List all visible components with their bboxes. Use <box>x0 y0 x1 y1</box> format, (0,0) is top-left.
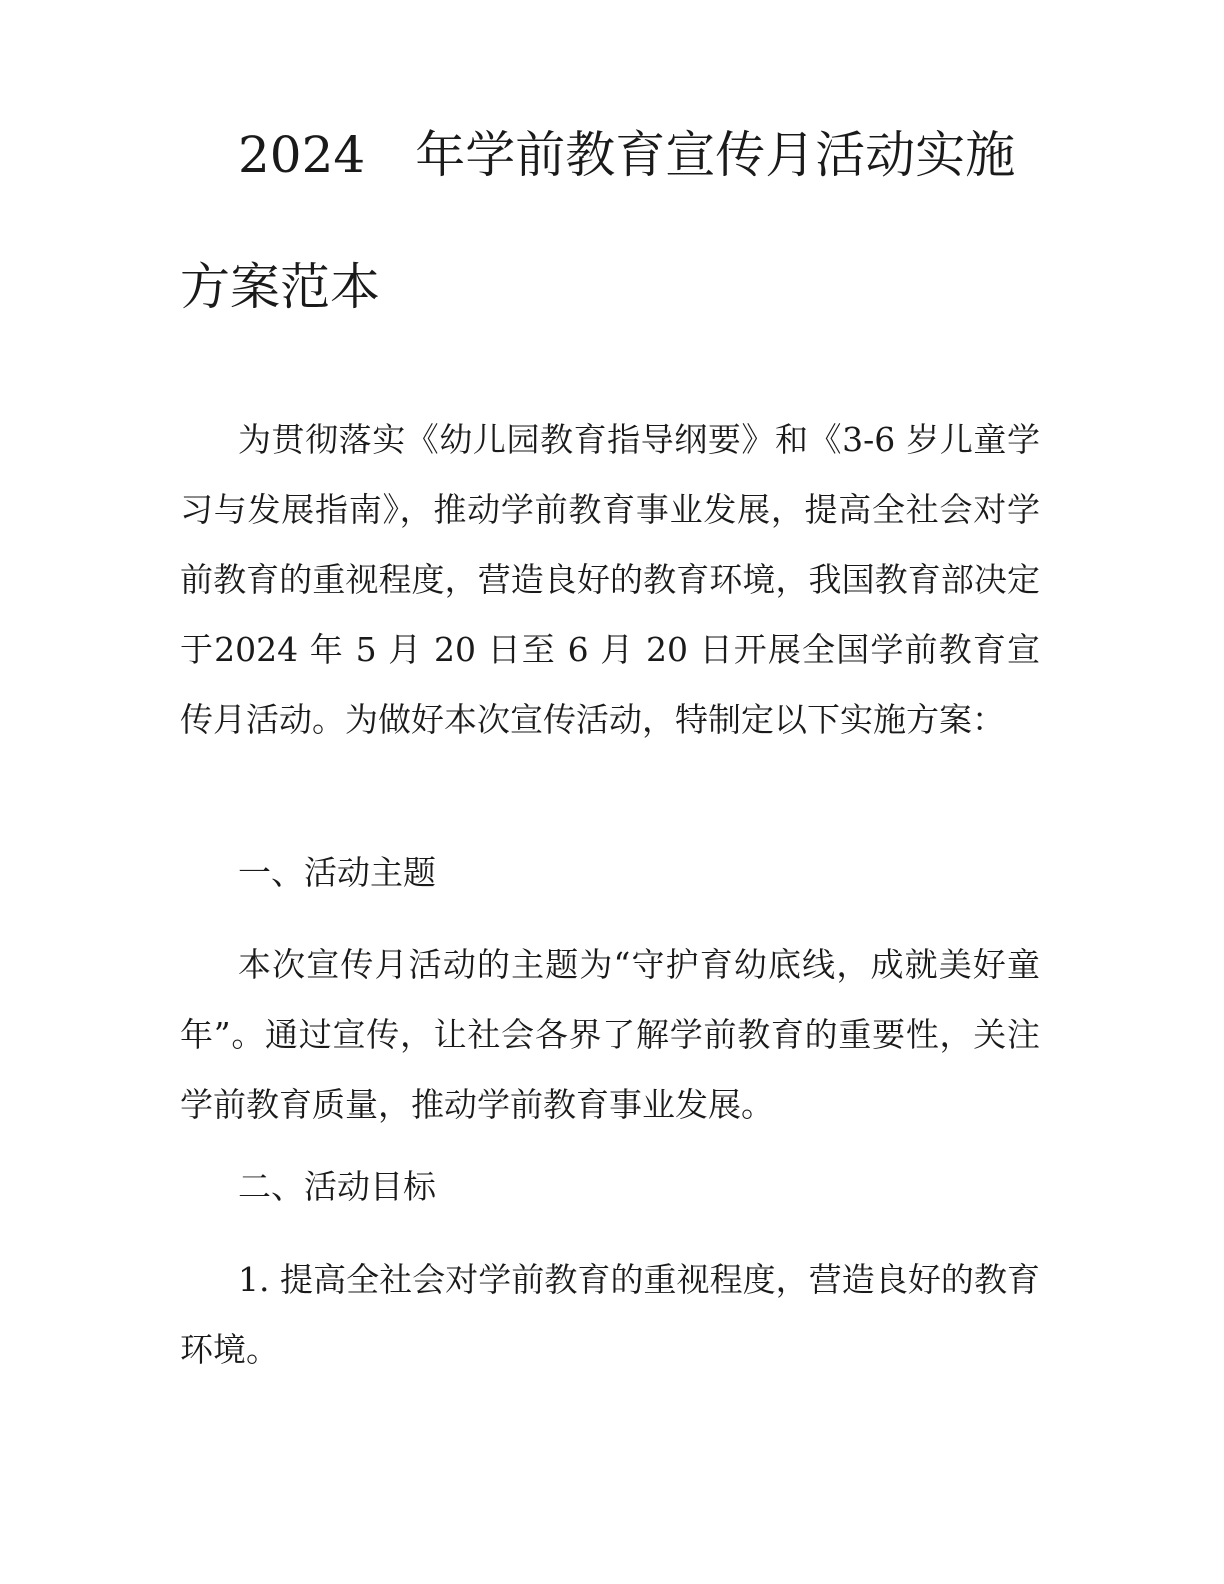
section-heading-theme: 一、活动主题 <box>238 853 436 892</box>
theme-paragraph: 本次宣传月活动的主题为“守护育幼底线，成就美好童年”。通过宣传，让社会各界了解学前教育的重要性，关注学前教育质量，推动学前教育事业发展。 <box>180 945 1040 1124</box>
section-heading-goals: 二、活动目标 <box>238 1167 436 1206</box>
intro-paragraph: 为贯彻落实《幼儿园教育指导纲要》和《3-6 岁儿童学习与发展指南》，推动学前教育事业发展，提高全社会对学前教育的重视程度，营造良好的教育环境，我国教育部决定于2024 年 5 月 20 日至 6 月 20 日开展全国学前教育宣传月活动。为做好本次宣传活动，特制定以下实施方案： <box>180 420 1040 739</box>
document-title-line-1: 2024 年学前教育宣传月活动实施 <box>238 126 1016 184</box>
goal-item-1: 1. 提高全社会对学前教育的重视程度，营造良好的教育环境。 <box>180 1260 1040 1369</box>
document-title-line-2: 方案范本 <box>180 258 380 316</box>
